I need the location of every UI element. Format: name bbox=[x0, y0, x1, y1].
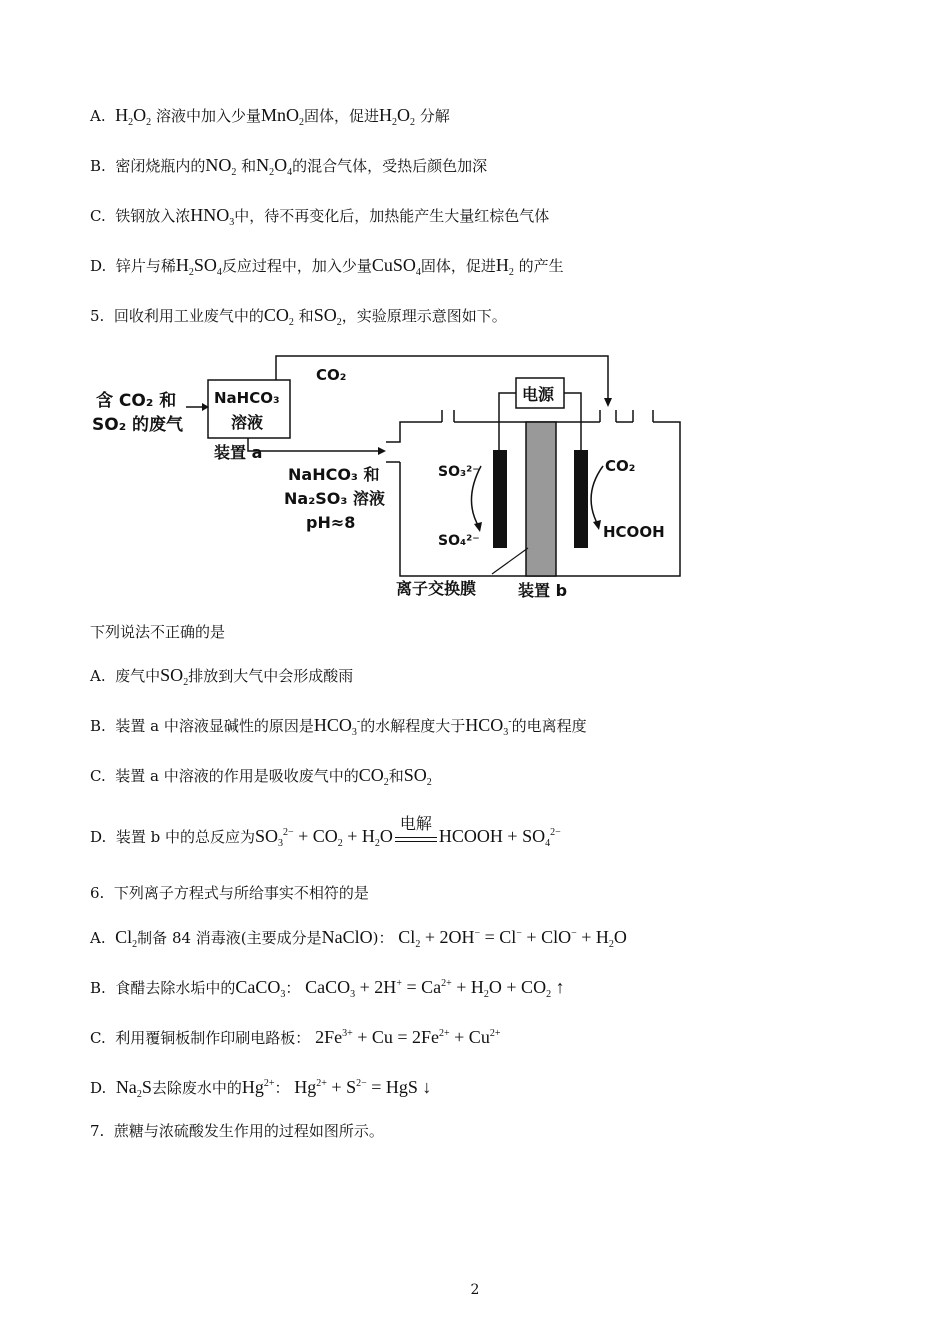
device-b-label: 装置 b bbox=[518, 581, 568, 600]
cathode-electrode bbox=[574, 450, 588, 548]
q6-stem: 6. 下列离子方程式与所给事实不相符的是 bbox=[90, 884, 369, 902]
ion-exchange-membrane bbox=[526, 422, 556, 576]
q4-option-c: C. 铁钢放入浓$HNO_3$中，待不再变化后，加热能产生大量红棕色气体 bbox=[90, 205, 550, 228]
q7-stem: 7. 蔗糖与浓硫酸发生作用的过程如图所示。 bbox=[90, 1122, 384, 1140]
box-a-label-2: 溶液 bbox=[231, 413, 264, 432]
q6-option-b: B. 食醋去除水垢中的CaCO$_3$： CaCO$_3$ + $2H^+ = Ca^{2+} + H_2O + CO_2$ ↑ bbox=[90, 977, 565, 1000]
co2-right-label: CO₂ bbox=[605, 457, 636, 475]
q4-option-d: D. 锌片与稀$H_2SO_4$反应过程中，加入少量CuSO$_4$固体，促进$H_2$ 的产生 bbox=[90, 255, 564, 278]
waste-gas-label-1: 含 CO₂ 和 bbox=[96, 391, 177, 411]
container-b-inlet bbox=[386, 422, 442, 442]
solution-label-1: NaHCO₃ 和 bbox=[288, 465, 380, 484]
q5-option-c: C. 装置 a 中溶液的作用是吸收废气中的$CO_2$和$SO_2$ bbox=[90, 765, 432, 788]
q5-stem: 5. 回收利用工业废气中的$CO_2$ 和$SO_2$，实验原理示意图如下。 bbox=[90, 305, 507, 328]
transfer-pipe bbox=[248, 438, 378, 451]
sulfate-label: SO₄²⁻ bbox=[438, 533, 480, 549]
transfer-arrowhead bbox=[378, 447, 386, 455]
solution-label-3: pH≈8 bbox=[306, 513, 356, 532]
waste-gas-label-2: SO₂ 的废气 bbox=[92, 415, 184, 435]
solution-label-2: Na₂SO₃ 溶液 bbox=[284, 489, 385, 508]
q5-option-d: D. 装置 b 中的总反应为$SO_3^{2-} + CO_2 + H_2O$ 电解 HCOOH + $SO_4^{2-}$ bbox=[90, 814, 561, 849]
q5-question: 下列说法不正确的是 bbox=[90, 623, 226, 641]
q5-option-b: B. 装置 a 中溶液显碱性的原因是$HCO_3^-$的水解程度大于$HCO_3^-$的电离程度 bbox=[90, 715, 587, 738]
power-supply-label: 电源 bbox=[522, 385, 555, 404]
q6-option-a: A. $Cl_2$制备 84 消毒液(主要成分是NaClO)： $Cl_2 + 2OH^- = Cl^- + ClO^- + H_2O$ bbox=[90, 927, 627, 950]
q4-option-a: A. $H_2O_2$ 溶液中加入少量MnO$_2$固体，促进$H_2O_2$ 分解 bbox=[90, 105, 450, 128]
co2-top-label: CO₂ bbox=[316, 366, 347, 384]
q6-option-d: D. $Na_2S$去除废水中的$Hg^{2+}$： $Hg^{2+} + S^{2-}$ = HgS ↓ bbox=[90, 1077, 432, 1100]
hcooh-label: HCOOH bbox=[603, 523, 665, 541]
q4-option-b: B. 密闭烧瓶内的$NO_2$ 和$N_2O_4$的混合气体，受热后颜色加深 bbox=[90, 155, 488, 178]
sulfite-label: SO₃²⁻ bbox=[438, 464, 480, 480]
q5-option-a: A. 废气中$SO_2$排放到大气中会形成酸雨 bbox=[90, 665, 354, 688]
electrolysis-diagram bbox=[88, 350, 688, 600]
device-a-label: 装置 a bbox=[214, 443, 263, 462]
anode-electrode bbox=[493, 450, 507, 548]
electrolysis-condition: 电解 bbox=[395, 835, 437, 842]
membrane-label: 离子交换膜 bbox=[396, 579, 477, 598]
co2-pipe-arrowhead bbox=[604, 398, 612, 407]
box-a-label-1: NaHCO₃ bbox=[214, 389, 280, 407]
page-number: 2 bbox=[470, 1282, 480, 1298]
q6-option-c: C. 利用覆铜板制作印刷电路板： $2Fe^{3+} + Cu = 2Fe^{2+} + Cu^{2+}$ bbox=[90, 1027, 501, 1047]
membrane-pointer bbox=[492, 548, 528, 574]
cathode-reaction-arrow bbox=[591, 466, 603, 525]
